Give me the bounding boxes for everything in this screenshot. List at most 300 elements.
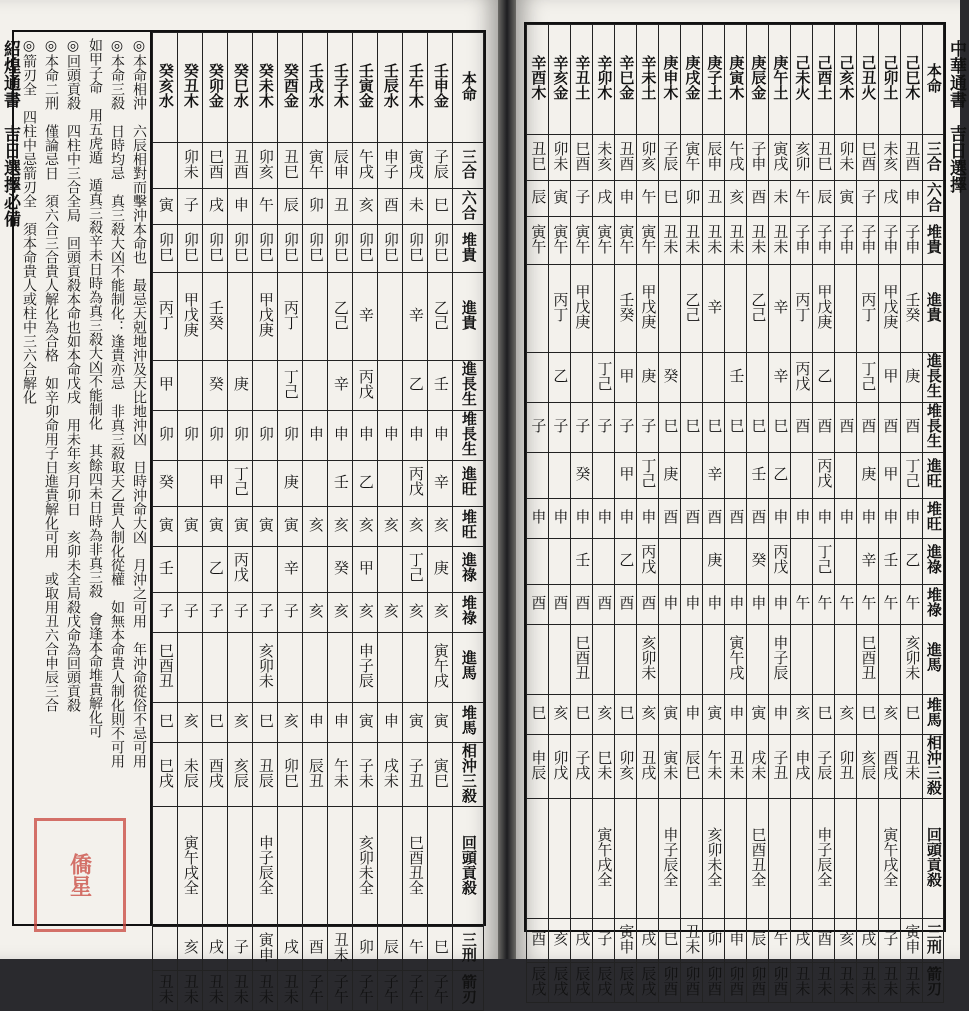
stem-header-18: 辛酉木 (527, 25, 549, 135)
table-cell: 申 (593, 498, 615, 538)
table-cell: 寅午戌全 (178, 807, 203, 927)
table-cell: 甲戊庚 (178, 273, 203, 361)
table-cell: 卯未 (835, 135, 857, 181)
table-cell: 卯巳 (428, 225, 453, 273)
row-label: 回頭貢殺 (453, 807, 484, 927)
table-cell (659, 624, 681, 694)
table-cell (703, 624, 725, 694)
note-column-2: ◎本命三殺 日時均忌 真三殺大凶不能制化：逢貴亦忌 非真三殺取天乙貴人制化從權 如無本命貴人制化則不可用 (109, 38, 125, 768)
table-cell: 乙 (403, 361, 428, 411)
stem-header-16: 辛丑土 (571, 25, 593, 135)
stem-header-9: 庚寅木 (725, 25, 747, 135)
table-cell: 辰丑 (303, 742, 328, 807)
table-cell: 亥 (835, 919, 857, 963)
row-label: 相沖三殺 (923, 734, 944, 799)
table-cell: 寅未 (659, 734, 681, 799)
table-cell: 申 (527, 498, 549, 538)
table-cell (303, 632, 328, 702)
table-cell: 寅 (549, 181, 571, 217)
table-cell: 巳酉丑 (153, 632, 178, 702)
table-cell (203, 807, 228, 927)
table-cell: 巳 (769, 402, 791, 452)
table-row (527, 584, 944, 624)
table-cell: 申子 (378, 143, 403, 189)
table-cell: 申 (857, 498, 879, 538)
note-column-1: ◎本命相沖 六辰相對而擊沖本命也 最忌天剋地沖及天比地沖凶 日時沖命大凶 月沖之可用 年沖命從俗不忌可用 (131, 38, 147, 768)
table-cell: 子申 (835, 217, 857, 265)
table-cell: 亥 (278, 702, 303, 742)
table-cell: 丁己 (278, 361, 303, 411)
table-cell: 甲 (203, 460, 228, 506)
row-label: 進長生 (453, 361, 484, 411)
table-cell: 申 (901, 498, 923, 538)
table-cell: 辛 (278, 546, 303, 592)
table-cell: 乙己 (681, 265, 703, 353)
table-cell: 卯未 (178, 143, 203, 189)
table-cell: 亥 (549, 694, 571, 734)
row-label: 三刑 (923, 919, 944, 963)
table-cell: 丑未 (681, 919, 703, 963)
row-label: 堆長生 (453, 410, 484, 460)
table-cell: 卯 (681, 181, 703, 217)
table-cell: 子 (527, 402, 549, 452)
table-cell: 癸 (571, 452, 593, 498)
row-label: 堆長生 (923, 402, 944, 452)
table-cell (527, 799, 549, 919)
left-table-frame (150, 30, 486, 1004)
table-cell: 丑酉 (901, 135, 923, 181)
table-cell: 亥 (403, 592, 428, 632)
table-cell: 申 (228, 189, 253, 225)
seal-stamp: 僑星 (34, 818, 126, 932)
table-cell: 丑未 (178, 971, 203, 1011)
table-cell: 子 (571, 181, 593, 217)
table-cell: 乙 (549, 353, 571, 403)
table-cell (703, 353, 725, 403)
row-label: 進馬 (453, 632, 484, 702)
table-row (527, 963, 944, 1003)
table-cell: 丑未 (791, 963, 813, 1003)
table-cell: 寅午 (615, 217, 637, 265)
table-row (527, 181, 944, 217)
table-row (153, 506, 484, 546)
table-row (153, 971, 484, 1011)
table-cell: 午 (769, 919, 791, 963)
row-label: 三刑 (453, 927, 484, 971)
stem-header-3: 壬辰水 (378, 33, 403, 143)
table-cell: 寅午 (549, 217, 571, 265)
table-cell: 庚 (637, 353, 659, 403)
table-cell: 癸 (203, 361, 228, 411)
table-cell: 卯酉 (747, 963, 769, 1003)
table-cell: 寅巳 (428, 742, 453, 807)
table-cell (378, 546, 403, 592)
table-cell (178, 632, 203, 702)
stem-header-8: 癸未木 (253, 33, 278, 143)
table-row (527, 217, 944, 265)
table-cell: 辰 (278, 189, 303, 225)
table-cell: 子 (178, 592, 203, 632)
table-cell: 酉 (747, 498, 769, 538)
table-cell: 丑巳 (278, 143, 303, 189)
table-cell: 辰 (747, 919, 769, 963)
stem-header-15: 辛卯木 (593, 25, 615, 135)
table-cell: 卯 (228, 410, 253, 460)
table-cell (835, 353, 857, 403)
table-cell: 酉 (378, 189, 403, 225)
table-cell: 丁己 (403, 546, 428, 592)
table-cell: 丁己 (637, 452, 659, 498)
table-cell: 子申 (813, 217, 835, 265)
table-cell: 丑未 (228, 971, 253, 1011)
table-cell: 申 (303, 410, 328, 460)
table-cell: 寅申 (253, 927, 278, 971)
row-label: 堆貴 (453, 225, 484, 273)
table-cell (428, 807, 453, 927)
table-row (527, 135, 944, 181)
table-cell: 巳 (681, 402, 703, 452)
table-cell: 酉 (549, 584, 571, 624)
table-cell: 寅 (203, 506, 228, 546)
table-cell: 子申 (747, 135, 769, 181)
table-row (153, 927, 484, 971)
table-cell: 酉 (703, 498, 725, 538)
table-cell (725, 538, 747, 584)
table-cell: 卯 (253, 410, 278, 460)
table-row (153, 592, 484, 632)
row-label: 進旺 (453, 460, 484, 506)
table-cell: 甲戊庚 (879, 265, 901, 353)
table-cell: 卯巳 (278, 742, 303, 807)
table-cell (527, 265, 549, 353)
table-cell: 午 (637, 181, 659, 217)
table-cell: 丑未 (278, 971, 303, 1011)
table-cell: 申 (901, 181, 923, 217)
table-cell: 寅 (228, 506, 253, 546)
book-gutter (498, 0, 516, 959)
table-cell: 甲戊庚 (813, 265, 835, 353)
row-label: 堆祿 (923, 584, 944, 624)
table-cell: 巳酉丑全 (403, 807, 428, 927)
table-cell: 亥卯未 (901, 624, 923, 694)
table-cell: 巳 (571, 694, 593, 734)
table-cell (549, 538, 571, 584)
table-cell: 申 (428, 410, 453, 460)
table-cell: 子 (637, 402, 659, 452)
table-row (527, 624, 944, 694)
table-cell (403, 632, 428, 702)
table-cell: 亥 (378, 506, 403, 546)
stem-header-11: 庚戌金 (681, 25, 703, 135)
table-cell: 申 (879, 498, 901, 538)
table-cell (571, 353, 593, 403)
table-cell: 子 (615, 402, 637, 452)
table-cell: 巳酉丑 (571, 624, 593, 694)
table-cell: 辛 (328, 361, 353, 411)
table-cell (637, 799, 659, 919)
table-cell: 辰戌 (549, 963, 571, 1003)
table-cell: 子 (153, 592, 178, 632)
table-cell: 亥 (328, 592, 353, 632)
table-cell: 子辰 (659, 135, 681, 181)
table-cell: 卯亥 (253, 143, 278, 189)
table-cell: 申 (681, 694, 703, 734)
table-cell: 丁己 (813, 538, 835, 584)
table-cell (153, 927, 178, 971)
table-cell: 辛 (857, 538, 879, 584)
table-row (527, 694, 944, 734)
note-column-5: ◎本命二刑 僅論忌日 須六合三合貴人解化為合格 如辛卯命用子日進貴解化可用 或取用丑六合申辰三合 (43, 38, 59, 712)
table-cell: 辰 (813, 181, 835, 217)
table-cell: 卯酉 (681, 963, 703, 1003)
table-cell: 子 (203, 592, 228, 632)
table-cell: 申 (725, 584, 747, 624)
stem-header-3: 己丑火 (857, 25, 879, 135)
table-cell (378, 361, 403, 411)
table-cell: 甲 (879, 452, 901, 498)
table-cell (228, 273, 253, 361)
table-cell: 午 (857, 584, 879, 624)
table-cell: 戌 (879, 181, 901, 217)
table-cell: 乙 (203, 546, 228, 592)
table-cell: 酉 (747, 181, 769, 217)
table-cell (303, 460, 328, 506)
table-cell: 壬 (428, 361, 453, 411)
table-cell: 巳 (527, 694, 549, 734)
table-cell: 亥 (353, 506, 378, 546)
left-table (152, 32, 484, 1011)
table-cell: 寅申 (901, 919, 923, 963)
table-cell: 子午 (353, 971, 378, 1011)
table-cell: 亥 (178, 927, 203, 971)
table-cell: 申 (835, 498, 857, 538)
table-cell (791, 538, 813, 584)
table-cell (178, 460, 203, 506)
table-cell: 寅午 (593, 217, 615, 265)
table-cell (527, 624, 549, 694)
table-cell: 巳 (659, 402, 681, 452)
table-cell: 戌未 (747, 734, 769, 799)
table-cell (178, 546, 203, 592)
table-title-cell: 本命 (923, 25, 944, 135)
table-cell (203, 632, 228, 702)
table-cell: 子午 (403, 971, 428, 1011)
table-cell: 寅午戌全 (593, 799, 615, 919)
table-cell (747, 353, 769, 403)
table-cell: 子未 (353, 742, 378, 807)
table-cell: 丑 (703, 181, 725, 217)
table-cell: 辰戌 (615, 963, 637, 1003)
table-cell: 巳未 (593, 734, 615, 799)
row-label: 堆旺 (453, 506, 484, 546)
table-cell: 子 (228, 927, 253, 971)
table-cell: 乙 (353, 460, 378, 506)
table-cell: 卯巳 (178, 225, 203, 273)
table-cell: 丑未 (835, 963, 857, 1003)
table-cell: 子 (178, 189, 203, 225)
table-cell: 寅 (278, 506, 303, 546)
table-cell: 丑酉 (615, 135, 637, 181)
stem-header-2: 壬午木 (403, 33, 428, 143)
table-row (527, 402, 944, 452)
table-cell: 子戌 (571, 734, 593, 799)
table-cell (725, 799, 747, 919)
table-cell: 寅 (403, 702, 428, 742)
table-row (153, 742, 484, 807)
table-cell (328, 807, 353, 927)
table-cell: 申 (571, 498, 593, 538)
table-cell: 酉戌 (879, 734, 901, 799)
table-cell: 巳 (857, 694, 879, 734)
table-cell: 乙己 (328, 273, 353, 361)
table-cell: 乙 (615, 538, 637, 584)
table-cell: 亥卯 (791, 135, 813, 181)
table-cell (681, 353, 703, 403)
table-cell: 卯未 (549, 135, 571, 181)
stem-header-5: 壬子木 (328, 33, 353, 143)
table-cell: 子 (593, 919, 615, 963)
table-cell (278, 632, 303, 702)
table-row (153, 546, 484, 592)
table-cell: 辰申 (328, 143, 353, 189)
table-cell (378, 807, 403, 927)
table-cell: 甲 (615, 452, 637, 498)
table-cell: 乙 (901, 538, 923, 584)
table-row (527, 265, 944, 353)
table-cell: 卯 (203, 410, 228, 460)
table-cell: 子丑 (403, 742, 428, 807)
table-cell: 壬 (879, 538, 901, 584)
table-cell: 戌 (203, 189, 228, 225)
table-cell: 丙丁 (153, 273, 178, 361)
right-table (526, 24, 944, 1003)
table-cell: 壬 (571, 538, 593, 584)
table-cell (747, 624, 769, 694)
table-cell: 卯戊 (549, 734, 571, 799)
table-cell (835, 265, 857, 353)
table-cell: 丑酉 (228, 143, 253, 189)
table-cell: 辛 (428, 460, 453, 506)
note-column-3: 如甲子命 用五虎遁 遁真三殺辛未日時為真三殺大凶不能制化 其餘四未日時為非真三殺 會逢本命堆貴解化可 (87, 38, 103, 738)
table-row (153, 143, 484, 189)
table-cell: 戌 (593, 181, 615, 217)
table-cell: 卯亥 (637, 135, 659, 181)
table-cell: 未亥 (879, 135, 901, 181)
table-cell: 戌 (203, 927, 228, 971)
table-cell: 子 (857, 181, 879, 217)
table-cell: 亥 (593, 694, 615, 734)
table-cell: 庚 (428, 546, 453, 592)
table-cell: 戌 (637, 919, 659, 963)
table-cell: 辛 (703, 452, 725, 498)
table-cell: 申 (703, 584, 725, 624)
table-cell: 申 (725, 694, 747, 734)
table-cell: 子午 (378, 971, 403, 1011)
table-cell (527, 452, 549, 498)
table-cell: 卯巳 (203, 225, 228, 273)
table-cell: 甲 (353, 546, 378, 592)
table-cell: 亥 (428, 592, 453, 632)
table-cell (228, 632, 253, 702)
table-cell: 乙己 (428, 273, 453, 361)
table-cell: 酉 (571, 584, 593, 624)
table-cell: 辛 (703, 265, 725, 353)
stem-header-1: 壬申金 (428, 33, 453, 143)
table-cell (303, 546, 328, 592)
table-cell: 申 (769, 498, 791, 538)
table-cell: 亥 (378, 592, 403, 632)
table-cell: 壬 (328, 460, 353, 506)
table-cell: 丑巳 (813, 135, 835, 181)
row-label: 進祿 (453, 546, 484, 592)
table-cell: 辰戌 (593, 963, 615, 1003)
table-cell: 亥卯未全 (703, 799, 725, 919)
table-cell: 酉 (835, 402, 857, 452)
table-cell: 丙丁 (857, 265, 879, 353)
row-label: 堆旺 (923, 498, 944, 538)
table-cell: 申 (549, 498, 571, 538)
table-cell: 午 (791, 584, 813, 624)
table-cell (527, 353, 549, 403)
table-cell: 乙己 (747, 265, 769, 353)
table-cell: 子午 (328, 971, 353, 1011)
table-cell: 辛 (353, 273, 378, 361)
table-cell: 亥 (549, 919, 571, 963)
row-label: 箭刃 (923, 963, 944, 1003)
table-cell: 寅 (428, 702, 453, 742)
table-row (153, 225, 484, 273)
table-cell: 巳酉丑 (857, 624, 879, 694)
table-cell: 卯酉 (725, 963, 747, 1003)
table-cell: 申 (747, 584, 769, 624)
right-table-frame (524, 22, 946, 996)
table-cell (153, 807, 178, 927)
table-cell: 壬癸 (901, 265, 923, 353)
table-cell (593, 452, 615, 498)
table-cell: 巳戌 (153, 742, 178, 807)
table-cell (278, 807, 303, 927)
table-cell: 子 (228, 592, 253, 632)
stem-header-13: 辛未土 (637, 25, 659, 135)
table-cell: 丙丁 (549, 265, 571, 353)
table-cell: 子辰 (428, 143, 453, 189)
table-cell: 卯 (353, 927, 378, 971)
table-cell: 午 (253, 189, 278, 225)
table-cell: 申 (813, 498, 835, 538)
table-cell: 丑戌 (637, 734, 659, 799)
table-cell: 巳 (813, 694, 835, 734)
right-page (516, 0, 966, 996)
table-cell: 戌 (791, 919, 813, 963)
table-row (527, 734, 944, 799)
table-row (153, 632, 484, 702)
stem-header-6: 壬戌水 (303, 33, 328, 143)
table-cell: 丑未 (747, 217, 769, 265)
table-cell: 子 (879, 919, 901, 963)
table-row (527, 452, 944, 498)
row-label: 回頭貢殺 (923, 799, 944, 919)
table-cell: 寅 (178, 506, 203, 546)
table-cell: 丑未 (901, 963, 923, 1003)
table-cell: 午 (879, 584, 901, 624)
table-cell: 午戌 (725, 135, 747, 181)
row-label: 進貴 (923, 265, 944, 353)
table-cell: 申子辰 (769, 624, 791, 694)
table-cell: 丑未 (153, 971, 178, 1011)
table-cell: 申 (328, 702, 353, 742)
table-cell: 丑辰 (253, 742, 278, 807)
table-cell: 寅 (659, 694, 681, 734)
